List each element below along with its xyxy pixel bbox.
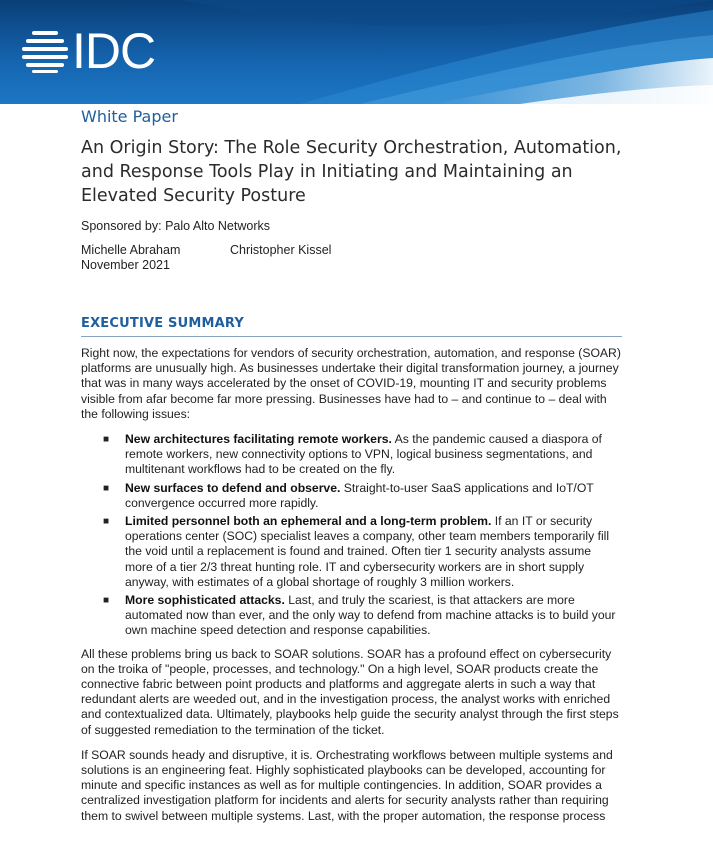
square-bullet-icon: ■ bbox=[103, 595, 110, 607]
list-item-lead: More sophisticated attacks. bbox=[125, 593, 285, 608]
list-item-lead: Limited personnel both an ephemeral and a long-term problem. bbox=[125, 514, 492, 529]
section-divider bbox=[81, 336, 622, 337]
square-bullet-icon: ■ bbox=[103, 516, 110, 528]
list-item-text: As the pandemic caused a diaspora of remote workers, new connectivity options to VPN, logical business segmentations, and multitenant workflows had to be created on the fly. bbox=[125, 432, 602, 477]
idc-stripes-logo-icon bbox=[22, 29, 68, 73]
intro-paragraph: Right now, the expectations for vendors of security orchestration, automation, and response (SOAR) platforms are unusually high. As businesses undertake their digital transformation journey, a journey that was in many ways accelerated by the onset of COVID-19, mounting IT and security problems visible from afar become far more pressing. Businesses have had to – and continue to – deal with the following issues: bbox=[81, 346, 621, 421]
list-item-lead: New surfaces to defend and observe. bbox=[125, 480, 341, 495]
list-item-text: If an IT or security operations center (SOC) specialist leaves a company, other team members temporarily fill the void until a replacement is found and trained. Often tier 1 security analysts assume more of a tier 2/3 threat hunting role. IT and cybersecurity workers are in short supply anyway, with estimates of a global shortage of roughly 3 million workers. bbox=[125, 514, 610, 589]
issues-list bbox=[81, 432, 622, 639]
document-type-label: White Paper bbox=[81, 107, 178, 126]
list-item-text: Straight-to-user SaaS applications and IoT/OT convergence occurred more rapidly. bbox=[125, 480, 594, 510]
list-item-text: Last, and truly the scariest, is that attackers are more automated now than ever, and the only way to defend from machine attacks is to build your own machine speed detection and response capabilities. bbox=[125, 593, 616, 638]
body-paragraph: All these problems bring us back to SOAR solutions. SOAR has a profound effect on cybersecurity on the troika of "people, processes, and technology." On a high level, SOAR products create the connective fabric between point products and platforms and aggregate alerts in such a way that redundant alerts are weeded out, and in the investigation process, the analyst works with enriched and contextualized data. Ultimately, playbooks help guide the security analyst through the first steps of suggested remediation to the termination of the ticket. bbox=[81, 646, 619, 737]
list-item bbox=[81, 481, 622, 511]
list-item-lead: New architectures facilitating remote workers. bbox=[125, 432, 392, 447]
list-item bbox=[81, 432, 622, 478]
list-item bbox=[81, 514, 622, 590]
section-heading: EXECUTIVE SUMMARY bbox=[81, 316, 245, 331]
square-bullet-icon: ■ bbox=[103, 482, 110, 494]
logo-text: IDC bbox=[72, 23, 156, 79]
author-name: Christopher Kissel bbox=[230, 243, 332, 257]
document-body bbox=[81, 346, 622, 834]
square-bullet-icon: ■ bbox=[103, 434, 110, 446]
sponsor-line: Sponsored by: Palo Alto Networks bbox=[81, 219, 270, 233]
list-item bbox=[81, 593, 622, 639]
author-name: Michelle Abraham bbox=[81, 243, 181, 257]
body-paragraph: If SOAR sounds heady and disruptive, it is. Orchestrating workflows between multiple systems and solutions is an engineering feat. Highly sophisticated playbooks can be developed, accounting for minute and specific instances as well as for multiple contingencies. In addition, SOAR provides a centralized investigation platform for incidents and alerts for security analysts rather than requiring them to swivel between multiple systems. Last, with the proper automation, the response process bbox=[81, 747, 613, 823]
document-title: An Origin Story: The Role Security Orchestration, Automation, and Response Tools Play in Initiating and Maintaining an Elevated Security Posture bbox=[81, 138, 622, 206]
header-banner bbox=[0, 0, 713, 104]
idc-logo bbox=[22, 23, 156, 79]
publication-date: November 2021 bbox=[81, 258, 170, 272]
